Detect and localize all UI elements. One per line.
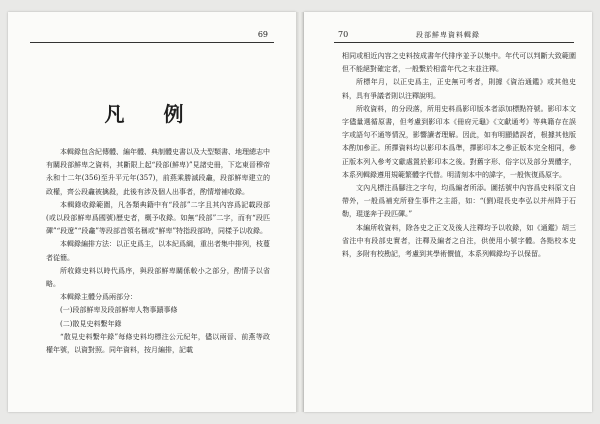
header-rule [334, 42, 574, 43]
paragraph: 本輯錄收錄範圍，凡各類典籍中有“段部”二字且其內容爲記載段部(或以段部鮮卑爲國號)歷史者，概予收錄。如無“段部”二字，而有“段匹磾”“段遼”“段龕”等段部首領名稱或“鮮卑”特指段部時，同樣予以收錄。 [46, 200, 270, 236]
paragraph: 本輯錄包含紀傳體、編年體、典制體史書以及大型類書、地理總志中有關段部鮮卑之資料，其斷限上起“段部(鮮卑)”見諸史冊，下迄東晉穆帝永和十二年(356)至升平元年(357)，前燕乘勝滅段龕，段部鮮卑建立的政權，齊公段龕被擒殺，此後有涉及個人出事者，酌情增補收錄。 [46, 148, 270, 196]
paragraph: 相同或相近內容之史料按成書年代排序並予以集中。年代可以判斷大致範圍但不能絕對確定者，一般繫於相當年代之末並注釋。 [342, 52, 576, 74]
paragraph: 本輯錄主體分爲兩部分： [60, 293, 137, 302]
page-number: 69 [257, 30, 268, 39]
page-number: 70 [338, 30, 349, 39]
paragraph: 本編所收資料，除各史之正文及後人注釋均予以收錄，如《通鑑》胡三省注中有段部史實者，注釋及編者之自注，供使用小號字體。各點校本史料，多附有校勘記，考慮到其學術價值，本系列輯錄均予以保留。 [342, 223, 576, 259]
running-header: 段部鮮卑資料輯錄 [416, 31, 480, 39]
paragraph: “散見史料繫年錄”每條史料均標注公元紀年，儘以兩晉、前燕等政權年號，以資對照。同年資料，按月編排，記載 [46, 332, 270, 355]
right-page [304, 12, 592, 412]
body-text [342, 50, 576, 261]
header-rule [30, 42, 274, 43]
list-item: (一)段部鮮卑及段部鮮卑人物事蹟事條 [60, 306, 178, 315]
paragraph: 所標年月，以正史爲主，正史無可考者，則據《資治通鑑》或其他史料，具有爭議者則以注釋說明。 [342, 78, 576, 100]
book-gutter [296, 12, 304, 412]
left-page [8, 12, 296, 412]
paragraph: 所收資料，的分段落，所用史料爲影印版本者添加標點符號。影印本文字儘量選循原書，但考慮到影印本《冊府元龜》《文獻通考》等典籍存在誤字或語句不通等情況，影響讀者理解。因此，如有明顯錯誤者，根據其他版本酌加參正。所擇資料均以影印本爲準，擇影印本之參正版本完全相同，參正版本列入參考文獻處置於影印本之後。對舊字形、俗字以及部分異體字，本系列輯錄遵用規範繁體字代替。明清刻本中的諱字，一般恢復爲原字。 [342, 104, 576, 179]
paragraph: 本輯錄編排方法：以正史爲主，以本紀爲綱，重出者集中排列，枝蔓者從簡。 [46, 240, 270, 262]
body-text [46, 146, 270, 357]
paragraph: 所收錄史料以時代爲序，與段部鮮卑關係較小之部分，酌情予以省略。 [46, 266, 270, 289]
list-item: (二)散見史料繫年錄 [60, 319, 122, 328]
paragraph: 文內凡標注爲腳注之字句，均爲編者所添。圖括號中內容爲史料原文自帶外，一般爲補充所發生事件之主語，如：“(劉)琨長史李弘以并州降于石勒，琨遂奔于段匹磾。” [342, 184, 576, 219]
page-title: 凡 例 [104, 102, 200, 126]
